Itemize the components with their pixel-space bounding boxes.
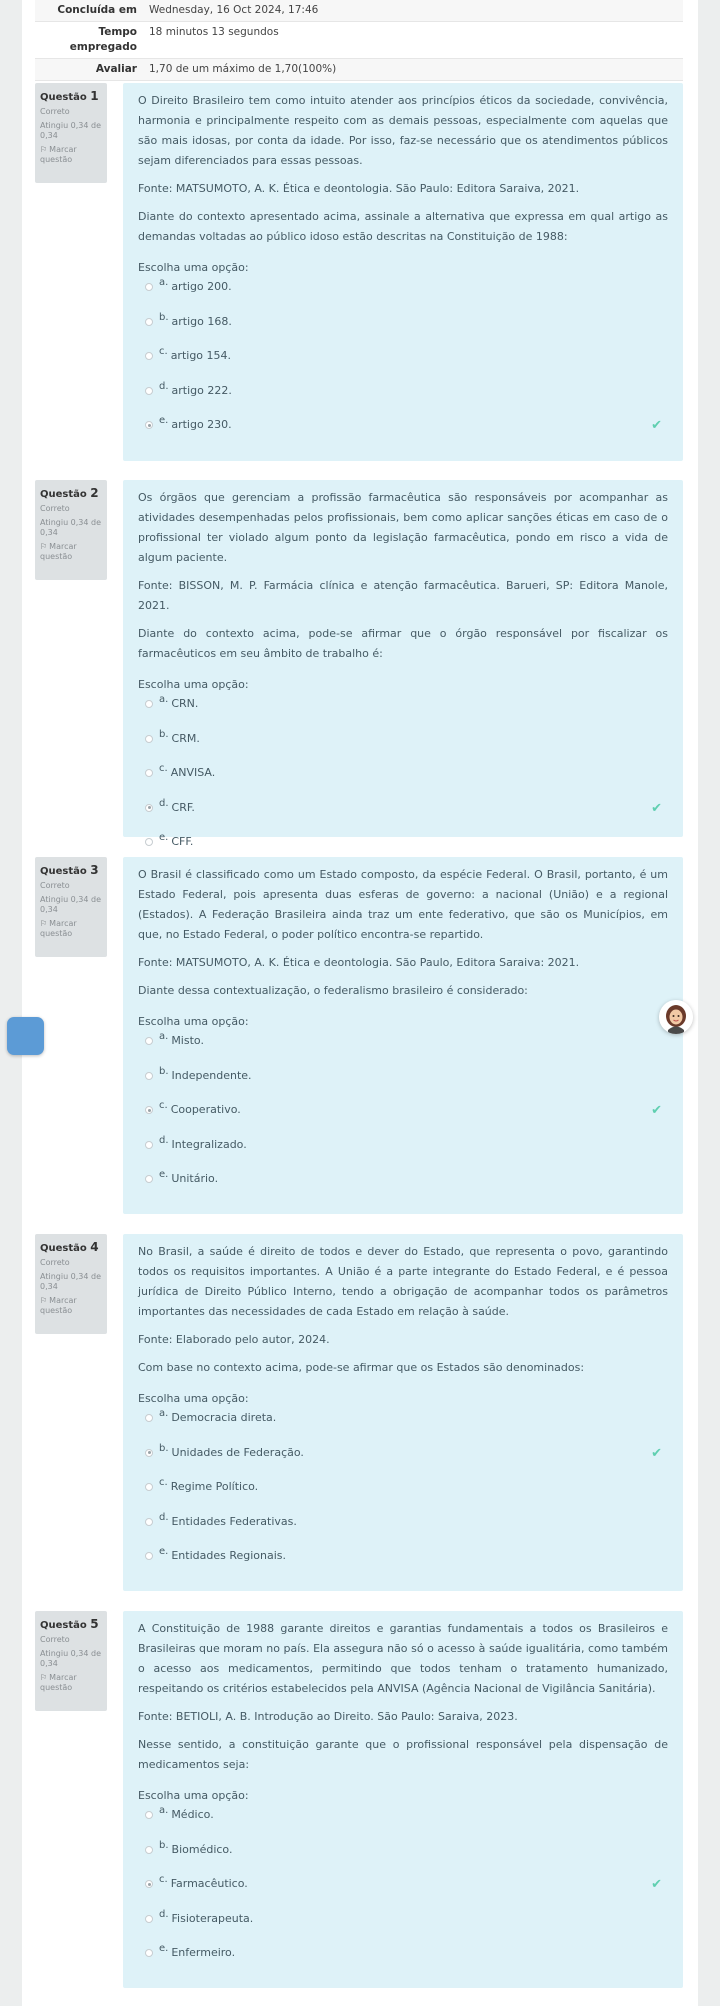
answer-option-d[interactable]: d. Fisioterapeuta. [138, 1910, 668, 1945]
radio-button[interactable] [145, 1141, 153, 1149]
question-grade: Atingiu 0,34 de 0,34 [40, 1649, 102, 1668]
radio-button-selected[interactable] [145, 804, 153, 812]
radio-button[interactable] [145, 735, 153, 743]
question-state: Correto [40, 1258, 70, 1267]
summary-label: Concluída em [57, 4, 137, 16]
answer-option-a[interactable]: a. Democracia direta. [138, 1409, 668, 1444]
radio-button-selected[interactable] [145, 1106, 153, 1114]
answer-option-d[interactable]: d. artigo 222. [138, 382, 668, 417]
answer-option-b[interactable]: b. artigo 168. [138, 313, 668, 348]
answer-option-d[interactable]: d. Integralizado. [138, 1136, 668, 1171]
question-grade: Atingiu 0,34 de 0,34 [40, 121, 102, 140]
answer-option-e[interactable]: e. artigo 230. ✔ [138, 416, 668, 451]
flag-question-link[interactable]: ⚐ Marcar questão [40, 919, 77, 938]
question-text: O Brasil é classificado como um Estado composto, da espécie Federal. O Brasil, portanto, é um Estado Federal, pois apresenta duas esferas de governo: a nacional (União) e a regional (Estados). A Federação Brasileira ainda traz um ente federativo, que são os Municípios, em que, no Estado Federal, o poder político encontra-se repartido. Fonte: MATSUMOTO, A. K. Ética e deontologia. São Paulo, Editora Saraiva: 2021. Diante dessa contextualização, o federalismo brasileiro é considerado: [138, 868, 668, 997]
question-content [123, 1234, 683, 1591]
answer-option-c[interactable]: c. Regime Político. [138, 1478, 668, 1513]
answer-option-e[interactable]: e. Enfermeiro. [138, 1944, 668, 1979]
question-content [123, 480, 683, 848]
answer-option-e[interactable]: e. Entidades Regionais. [138, 1547, 668, 1582]
answer-prompt: Escolha uma opção: [138, 1392, 249, 1405]
question-info [35, 1611, 107, 1711]
answer-option-c[interactable]: c. Cooperativo. ✔ [138, 1101, 668, 1136]
attempt-summary [35, 0, 683, 81]
summary-row-completed [35, 0, 683, 22]
summary-value: Wednesday, 16 Oct 2024, 17:46 [149, 4, 319, 16]
check-icon: ✔ [651, 418, 662, 433]
summary-row-time [35, 22, 683, 59]
summary-value: 1,70 de um máximo de 1,70(100%) [149, 63, 337, 75]
question-content [123, 1611, 683, 1988]
question-number: Questão 4 [40, 1240, 99, 1254]
question-text: O Direito Brasileiro tem como intuito atender aos princípios éticos da sociedade, convivência, harmonia e principalmente respeito com as demais pessoas, especialmente com aquelas que são mais idosas, por conta da idade. Por isso, faz-se necessário que os atendimentos públicos sejam diferenciados para essas pessoas. Fonte: MATSUMOTO, A. K. Ética e deontologia. São Paulo: Editora Saraiva, 2021. Diante do contexto apresentado acima, assinale a alternativa que expressa em qual artigo as demandas voltadas ao público idoso estão descritas na Constituição de 1988: [138, 94, 668, 243]
check-icon: ✔ [651, 1445, 662, 1461]
answer-option-b[interactable]: b. Unidades de Federação. ✔ [138, 1444, 668, 1479]
answer-option-a[interactable]: a. artigo 200. [138, 278, 668, 313]
radio-button-selected[interactable] [145, 1880, 153, 1888]
assistant-avatar-button[interactable] [659, 1000, 693, 1034]
radio-button[interactable] [145, 1037, 153, 1045]
radio-button-selected[interactable] [145, 1449, 153, 1457]
flag-icon: ⚐ [40, 1673, 48, 1682]
flag-question-link[interactable]: ⚐ Marcar questão [40, 542, 77, 561]
answer-option-d[interactable]: d. CRF. ✔ [138, 799, 668, 834]
radio-button[interactable] [145, 769, 153, 777]
question-grade: Atingiu 0,34 de 0,34 [40, 518, 102, 537]
radio-button[interactable] [145, 1915, 153, 1923]
question-text: No Brasil, a saúde é direito de todos e dever do Estado, que representa o povo, garantindo todos os requisitos importantes. A União é a parte integrante do Estado Federal, e é pessoa jurídica de Direito Público Interno, tendo a obrigação de acompanhar todos os parâmetros importantes das necessidades de cada Estado em relação à saúde. Fonte: Elaborado pelo autor, 2024. Com base no contexto acima, pode-se afirmar que os Estados são denominados: [138, 1245, 668, 1374]
answer-prompt: Escolha uma opção: [138, 261, 249, 274]
flag-icon: ⚐ [40, 145, 48, 154]
radio-button[interactable] [145, 1846, 153, 1854]
question-info [35, 83, 107, 183]
question-text: A Constituição de 1988 garante direitos e garantias fundamentais a todos os Brasileiros e Brasileiras que moram no país. Ela assegura não só o acesso à saúde igualitária, como também o acesso aos medicamentos, permitindo que todos tenham o tratamento humanizado, respeitando os critérios estabelecidos pela ANVISA (Agência Nacional de Vigilância Sanitária). Fonte: BETIOLI, A. B. Introdução ao Direito. São Paulo: Saraiva, 2023. Nesse sentido, a constituição garante que o profissional responsável pela dispensação de medicamentos seja: [138, 1622, 668, 1771]
flag-question-link[interactable]: ⚐ Marcar questão [40, 1673, 77, 1692]
question-number: Questão 5 [40, 1617, 99, 1631]
question-grade: Atingiu 0,34 de 0,34 [40, 895, 102, 914]
flag-icon: ⚐ [40, 1296, 48, 1305]
quiz-review-page [22, 0, 698, 2006]
check-icon: ✔ [651, 1877, 662, 1892]
radio-button[interactable] [145, 1552, 153, 1560]
answer-option-b[interactable]: b. Biomédico. [138, 1841, 668, 1876]
question-text: Os órgãos que gerenciam a profissão farmacêutica são responsáveis por acompanhar as atividades desempenhadas pelos profissionais, bem como aplicar sanções éticas em caso de o profissional ter violado algum ponto da legislação farmacêutica, pondo em risco a vida de algum paciente. Fonte: BISSON, M. P. Farmácia clínica e atenção farmacêutica. Barueri, SP: Editora Manole, 2021. Diante do contexto acima, pode-se afirmar que o órgão responsável por fiscalizar os farmacêuticos em seu âmbito de trabalho é: [138, 491, 668, 660]
answer-option-d[interactable]: d. Entidades Federativas. [138, 1513, 668, 1548]
question-state: Correto [40, 107, 70, 116]
radio-button[interactable] [145, 700, 153, 708]
answer-option-e[interactable]: e. CFF. [138, 833, 668, 868]
avatar-icon [659, 1000, 693, 1034]
question-number: Questão 2 [40, 486, 99, 500]
radio-button[interactable] [145, 1072, 153, 1080]
question-state: Correto [40, 1635, 70, 1644]
answer-option-b[interactable]: b. Independente. [138, 1067, 668, 1102]
radio-button[interactable] [145, 387, 153, 395]
side-drawer-button[interactable] [7, 1017, 44, 1055]
flag-question-link[interactable]: ⚐ Marcar questão [40, 145, 77, 164]
answer-option-a[interactable]: a. Médico. [138, 1806, 668, 1841]
summary-row-grade [35, 59, 683, 81]
radio-button[interactable] [145, 1483, 153, 1491]
question-info [35, 857, 107, 957]
check-icon: ✔ [651, 1103, 662, 1118]
radio-button[interactable] [145, 1949, 153, 1957]
question-content [123, 857, 683, 1214]
radio-button[interactable] [145, 283, 153, 291]
radio-button[interactable] [145, 1518, 153, 1526]
question-state: Correto [40, 881, 70, 890]
radio-button[interactable] [145, 1811, 153, 1819]
answer-option-b[interactable]: b. CRM. [138, 730, 668, 765]
question-state: Correto [40, 504, 70, 513]
answer-prompt: Escolha uma opção: [138, 1015, 249, 1028]
summary-label: Tempo empregado [69, 26, 137, 53]
answer-option-e[interactable]: e. Unitário. [138, 1170, 668, 1205]
flag-question-link[interactable]: ⚐ Marcar questão [40, 1296, 77, 1315]
radio-button-selected[interactable] [145, 421, 153, 429]
question-info [35, 480, 107, 580]
radio-button[interactable] [145, 1414, 153, 1422]
answer-option-a[interactable]: a. CRN. [138, 695, 668, 730]
check-icon: ✔ [651, 800, 662, 816]
radio-button[interactable] [145, 318, 153, 326]
answer-prompt: Escolha uma opção: [138, 678, 249, 691]
answer-option-c[interactable]: c. ANVISA. [138, 764, 668, 799]
flag-icon: ⚐ [40, 919, 48, 928]
answer-option-c[interactable]: c. artigo 154. [138, 347, 668, 382]
radio-button[interactable] [145, 1175, 153, 1183]
answer-prompt: Escolha uma opção: [138, 1789, 249, 1802]
answer-option-a[interactable]: a. Misto. [138, 1032, 668, 1067]
radio-button[interactable] [145, 352, 153, 360]
question-grade: Atingiu 0,34 de 0,34 [40, 1272, 102, 1291]
summary-value: 18 minutos 13 segundos [149, 26, 279, 38]
question-content [123, 83, 683, 461]
answer-option-c[interactable]: c. Farmacêutico. ✔ [138, 1875, 668, 1910]
flag-icon: ⚐ [40, 542, 48, 551]
question-info [35, 1234, 107, 1334]
radio-button[interactable] [145, 838, 153, 846]
question-number: Questão 3 [40, 863, 99, 877]
summary-label: Avaliar [95, 63, 137, 75]
question-number: Questão 1 [40, 89, 99, 103]
